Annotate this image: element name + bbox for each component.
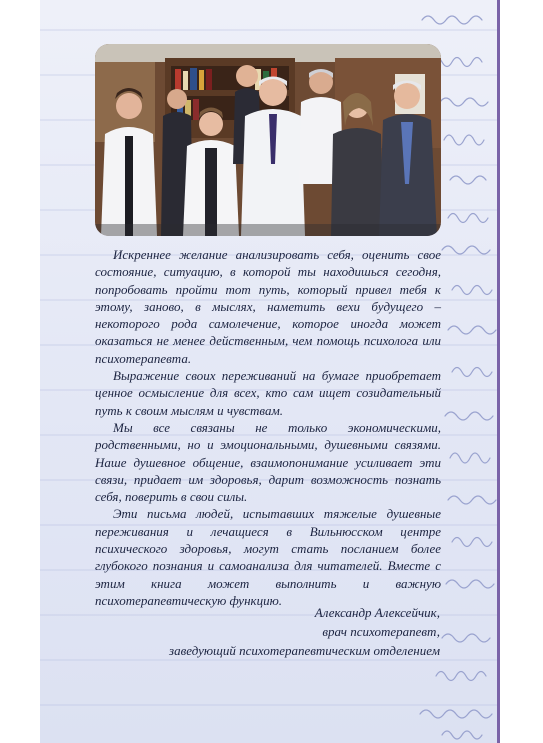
page-edge xyxy=(497,0,500,743)
author-position: заведующий психотерапевтическим отделением xyxy=(169,643,440,658)
preface-text xyxy=(95,246,441,609)
paragraph-1: Искреннее желание анализировать себя, оценить свое состояние, ситуацию, в которой ты находишься сегодня, попробовать пройти тот путь, который привел тебя к этому, заново, в мыслях, наметить вехи будущего – некоторого рода самолечение, которое иногда может оказаться не менее действенным, чем помощь психолога или психотерапевта. xyxy=(95,247,441,366)
author-role: врач психотерапевт, xyxy=(322,624,440,639)
paragraph-4: Эти письма людей, испытавших тяжелые душевные переживания и лечащиеся в Вильнюсском центре психического здоровья, могут стать посланием более глубокого познания и самоанализа для читателей. Вместе с этим книга может выполнить и важную психотерапевтическую функцию. xyxy=(95,506,441,608)
group-photo xyxy=(95,44,441,236)
author-name: Александр Алексейчик, xyxy=(314,605,440,620)
signature-block xyxy=(110,603,440,660)
paragraph-3: Мы все связаны не только экономическими, родственными, но и эмоциональными, душевными связями. Наше душевное общение, взаимопонимание усиливает эти связи, придает им здоровья, дарит возможность познать себя, поверить в свои силы. xyxy=(95,419,441,505)
paragraph-2: Выражение своих переживаний на бумаге приобретает ценное осмысление для всех, кто сам ищет созидательный путь к своим мыслям и чувствам. xyxy=(95,368,441,418)
group-photo-doctors-icon xyxy=(95,44,441,236)
book-page xyxy=(40,0,498,743)
